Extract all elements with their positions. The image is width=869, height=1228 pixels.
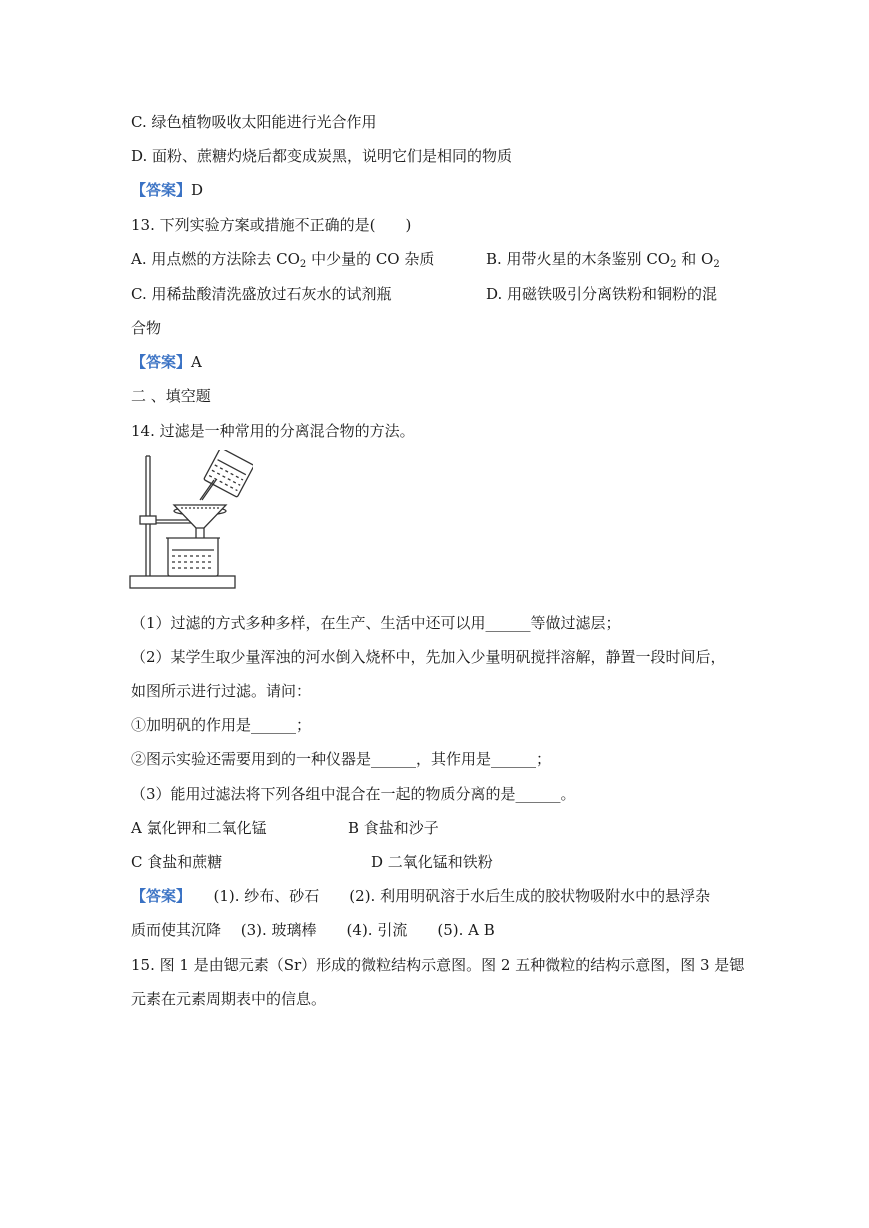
q14-sub1: ①加明矾的作用是______； xyxy=(131,716,312,734)
q13-option-d: D. 用磁铁吸引分离铁粉和铜粉的混 xyxy=(486,285,718,303)
section-title: 二 、填空题 xyxy=(131,387,211,405)
q12-answer xyxy=(131,180,203,200)
q12-option-d: D. 面粉、蔗糖灼烧后都变成炭黑，说明它们是相同的物质 xyxy=(131,147,513,165)
q15-stem-cont: 元素在元素周期表中的信息。 xyxy=(131,990,327,1008)
q14-option-d: D 二氧化锰和铁粉 xyxy=(371,853,493,871)
q14-part3: （3）能用过滤法将下列各组中混合在一起的物质分离的是______。 xyxy=(131,785,576,803)
q14-option-c: C 食盐和蔗糖 xyxy=(131,853,223,871)
q14-part2: （2）某学生取少量浑浊的河水倒入烧杯中，先加入少量明矾搅拌溶解，静置一段时间后， xyxy=(131,648,726,666)
q13-option-a: A. 用点燃的方法除去 $CO_2$ 中少量的 CO 杂质 xyxy=(131,250,435,270)
q13-option-d-cont: 合物 xyxy=(131,319,162,337)
q14-option-b: B 食盐和沙子 xyxy=(348,819,439,837)
q13-option-c: C. 用稀盐酸清洗盛放过石灰水的试剂瓶 xyxy=(131,285,392,303)
answer-value: A xyxy=(191,353,202,371)
q15-stem: 15. 图 1 是由锶元素（Sr）形成的微粒结构示意图。图 2 五种微粒的结构示意图，图 3 是锶 xyxy=(131,956,745,974)
q13-stem: 13. 下列实验方案或措施不正确的是( ) xyxy=(131,216,412,234)
answer-label: 【答案】 xyxy=(131,353,192,371)
answer-label: 【答案】 xyxy=(131,887,184,905)
q14-stem: 14. 过滤是一种常用的分离混合物的方法。 xyxy=(131,422,415,440)
q14-part1: （1）过滤的方式多种多样，在生产、生活中还可以用______等做过滤层； xyxy=(131,614,621,632)
q13-option-b: B. 用带火星的木条鉴别 $CO_2$ 和 $O_2$ xyxy=(486,250,720,270)
q12-option-c: C. 绿色植物吸收太阳能进行光合作用 xyxy=(131,113,377,131)
q14-option-a: A 氯化钾和二氧化锰 xyxy=(131,819,267,837)
answer-value: (1). 纱布、砂石 (2). 利用明矾溶于水后生成的胶状物吸附水中的悬浮杂 xyxy=(183,887,711,905)
q14-answer-cont: 质而使其沉降 (3). 玻璃棒 (4). 引流 (5). A B xyxy=(131,921,495,939)
answer-label: 【答案】 xyxy=(131,181,192,199)
q13-answer xyxy=(131,352,202,372)
q14-part2-cont: 如图所示进行过滤。请问： xyxy=(131,682,312,700)
answer-value: D xyxy=(191,181,204,199)
q14-sub2: ②图示实验还需要用到的一种仪器是______，其作用是______； xyxy=(131,750,552,768)
q14-answer xyxy=(131,886,710,906)
filtration-apparatus-diagram xyxy=(128,450,253,592)
